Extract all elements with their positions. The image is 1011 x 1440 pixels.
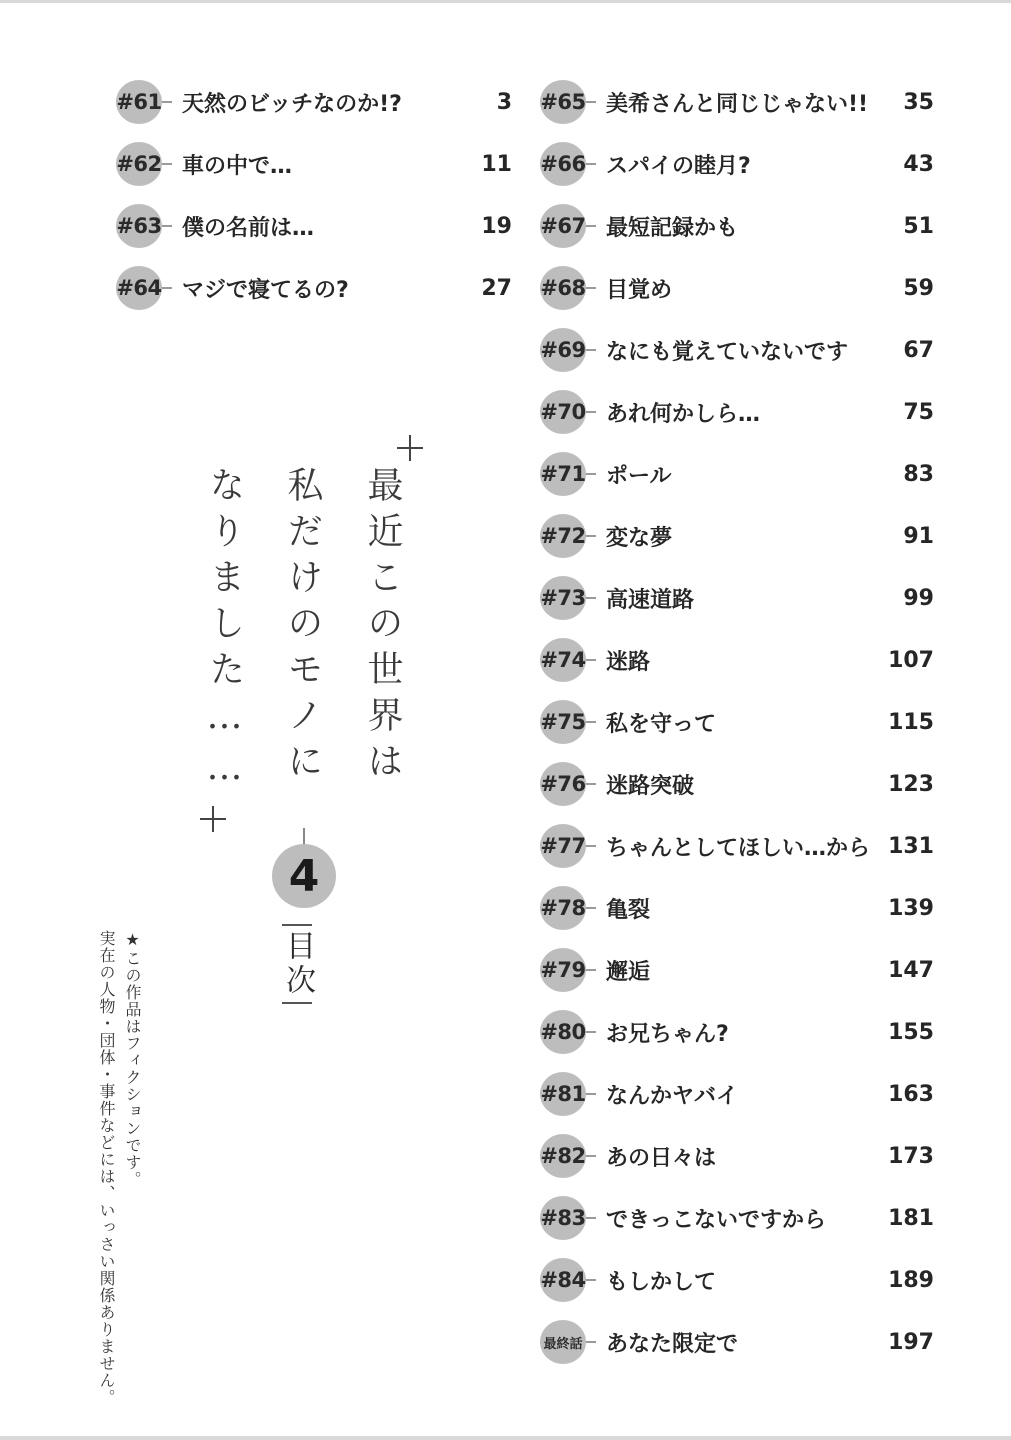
page-number: 139	[888, 895, 934, 921]
page-number: 131	[888, 833, 934, 859]
chapter-title: 迷路	[606, 649, 651, 675]
page-number: 163	[888, 1081, 934, 1107]
toc-entry[interactable]	[540, 762, 934, 806]
chapter-number-badge: #78	[540, 886, 586, 930]
bottom-border	[0, 1436, 1011, 1440]
chapter-title: 美希さんと同じじゃない!!	[606, 91, 869, 117]
chapter-number-badge: #72	[540, 514, 586, 558]
toc-entry[interactable]	[540, 328, 934, 372]
page-number: 99	[903, 585, 934, 611]
page-number: 115	[888, 709, 934, 735]
page-number: 147	[888, 957, 934, 983]
chapter-number-badge: #65	[540, 80, 586, 124]
page-number: 27	[481, 275, 512, 301]
toc-entry[interactable]	[540, 452, 934, 496]
toc-entry[interactable]	[540, 80, 934, 124]
toc-entry[interactable]	[116, 204, 512, 248]
toc-entry[interactable]	[540, 886, 934, 930]
chapter-number-badge: #64	[116, 266, 162, 310]
top-border	[0, 0, 1011, 3]
toc-heading: 目次	[282, 924, 312, 1004]
page-number: 51	[903, 213, 934, 239]
volume-number-badge: 4	[272, 844, 336, 908]
toc-entry[interactable]	[540, 1010, 934, 1054]
chapter-number-badge: #69	[540, 328, 586, 372]
toc-entry[interactable]	[540, 1072, 934, 1116]
chapter-title: 私を守って	[606, 711, 717, 737]
chapter-title: あれ何かしら…	[606, 401, 761, 427]
chapter-number-badge: #81	[540, 1072, 586, 1116]
page-number: 181	[888, 1205, 934, 1231]
final-chapter-badge: 最終話	[540, 1320, 586, 1364]
toc-entry[interactable]	[540, 204, 934, 248]
page-number: 123	[888, 771, 934, 797]
chapter-title: 邂逅	[606, 959, 651, 985]
chapter-title: マジで寝てるの?	[182, 277, 349, 303]
toc-entry[interactable]	[116, 80, 512, 124]
chapter-number-badge: #82	[540, 1134, 586, 1178]
toc-entry[interactable]	[540, 700, 934, 744]
toc-entry[interactable]	[540, 638, 934, 682]
chapter-title: 車の中で…	[182, 153, 293, 179]
chapter-number-badge: #61	[116, 80, 162, 124]
page-number: 43	[903, 151, 934, 177]
toc-entry[interactable]	[540, 266, 934, 310]
chapter-title: スパイの睦月?	[606, 153, 751, 179]
book-title-line-2: 私だけのモノに	[282, 466, 323, 788]
page-number: 19	[481, 213, 512, 239]
chapter-title: 変な夢	[606, 525, 673, 551]
chapter-title: あの日々は	[606, 1145, 717, 1171]
chapter-number-badge: #77	[540, 824, 586, 868]
chapter-number-badge: #68	[540, 266, 586, 310]
chapter-title: もしかして	[606, 1269, 717, 1295]
chapter-title: ちゃんとしてほしい…から	[606, 835, 871, 861]
page-number: 107	[888, 647, 934, 673]
chapter-title: なんかヤバイ	[606, 1083, 739, 1109]
toc-entry[interactable]	[540, 142, 934, 186]
chapter-number-badge: #75	[540, 700, 586, 744]
chapter-number-badge: #71	[540, 452, 586, 496]
chapter-number-badge: #63	[116, 204, 162, 248]
page-number: 75	[903, 399, 934, 425]
chapter-number-badge: #79	[540, 948, 586, 992]
toc-entry[interactable]	[540, 1134, 934, 1178]
chapter-title: 僕の名前は…	[182, 215, 315, 241]
toc-entry[interactable]	[540, 824, 934, 868]
disclaimer-line-1: ★この作品はフィクションです。	[123, 930, 142, 1188]
chapter-title: 亀裂	[606, 897, 651, 923]
chapter-title: 目覚め	[606, 277, 673, 303]
toc-entry[interactable]	[540, 948, 934, 992]
chapter-title: あなた限定で	[606, 1331, 739, 1357]
chapter-number-badge: #84	[540, 1258, 586, 1302]
chapter-title: 最短記録かも	[606, 215, 739, 241]
chapter-number-badge: #80	[540, 1010, 586, 1054]
toc-entry[interactable]	[540, 390, 934, 434]
page-number: 189	[888, 1267, 934, 1293]
chapter-number-badge: #67	[540, 204, 586, 248]
page-number: 83	[903, 461, 934, 487]
sparkle-icon	[397, 435, 423, 461]
book-title-line-3: なりました……	[204, 466, 245, 798]
chapter-number-badge: #74	[540, 638, 586, 682]
chapter-title: 天然のビッチなのか!?	[182, 91, 402, 117]
toc-entry-final[interactable]	[540, 1320, 934, 1364]
chapter-title: ポール	[606, 463, 672, 489]
page-number: 155	[888, 1019, 934, 1045]
page-number: 91	[903, 523, 934, 549]
page-number: 35	[903, 89, 934, 115]
book-title-line-1: 最近この世界は	[362, 466, 403, 788]
chapter-number-badge: #73	[540, 576, 586, 620]
chapter-number-badge: #83	[540, 1196, 586, 1240]
chapter-number-badge: #62	[116, 142, 162, 186]
page-number: 173	[888, 1143, 934, 1169]
page-number: 3	[496, 89, 512, 115]
disclaimer-line-2: 実在の人物・団体・事件などには、いっさい関係ありません。	[97, 930, 116, 1406]
chapter-title: 高速道路	[606, 587, 695, 613]
toc-entry[interactable]	[540, 514, 934, 558]
chapter-title: 迷路突破	[606, 773, 695, 799]
page-number: 11	[481, 151, 512, 177]
chapter-title: なにも覚えていないです	[606, 339, 849, 365]
toc-entry[interactable]	[540, 1258, 934, 1302]
chapter-title: できっこないですから	[606, 1207, 827, 1233]
chapter-number-badge: #76	[540, 762, 586, 806]
toc-entry[interactable]	[116, 142, 512, 186]
page-number: 67	[903, 337, 934, 363]
chapter-title: お兄ちゃん?	[606, 1021, 729, 1047]
page-number: 197	[888, 1329, 934, 1355]
toc-entry[interactable]	[540, 576, 934, 620]
toc-entry[interactable]	[116, 266, 512, 310]
chapter-number-badge: #66	[540, 142, 586, 186]
toc-entry[interactable]	[540, 1196, 934, 1240]
chapter-number-badge: #70	[540, 390, 586, 434]
page-number: 59	[903, 275, 934, 301]
sparkle-icon	[200, 806, 226, 832]
